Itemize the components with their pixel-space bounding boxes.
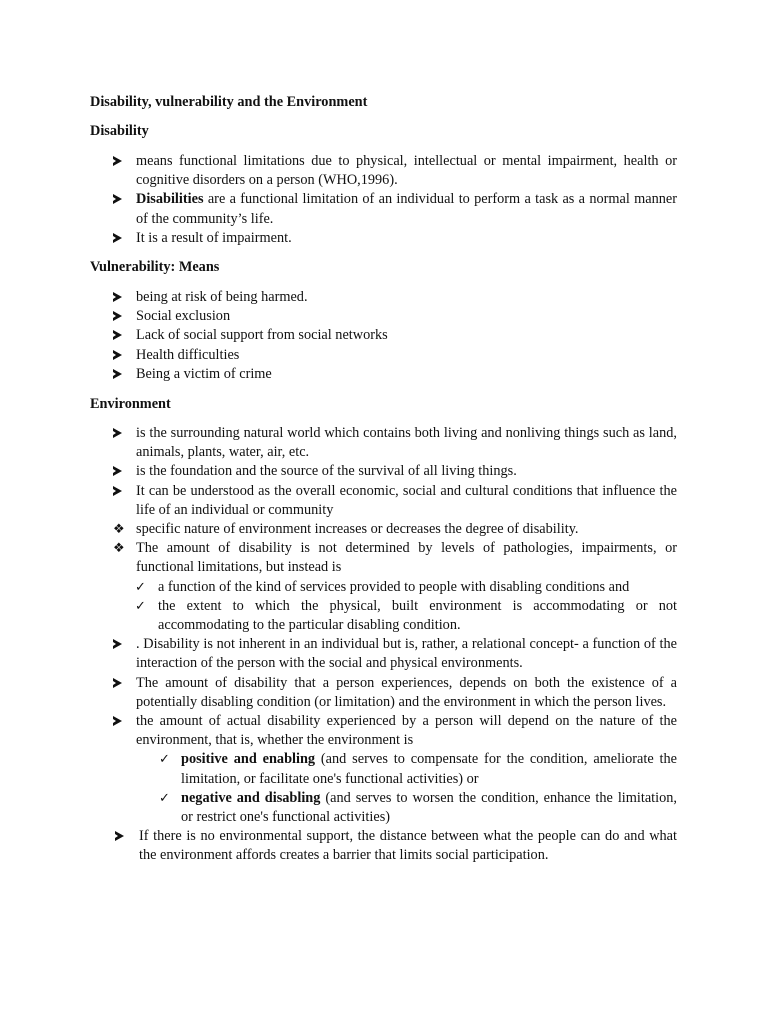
diamond-bullet-icon: ❖	[113, 541, 125, 557]
checkmark-bullet-icon: ✓	[135, 598, 146, 614]
list-item-text: Health difficulties	[136, 346, 240, 363]
list-item	[0, 424, 677, 462]
checkmark-bullet-icon: ✓	[135, 579, 146, 595]
list-item	[0, 152, 677, 190]
checkmark-bullet-icon: ✓	[159, 752, 170, 768]
list-item	[0, 750, 677, 788]
list-item-text: Lack of social support from social networks	[136, 327, 388, 344]
list-item-bold-term: positive and enabling	[181, 751, 316, 768]
arrow-bullet-icon	[113, 229, 129, 249]
disability-list	[0, 152, 768, 248]
arrow-bullet-icon	[113, 674, 129, 694]
arrow-bullet-icon	[113, 462, 129, 482]
section-heading-environment: Environment	[90, 396, 171, 412]
document-title: Disability, vulnerability and the Environment	[90, 94, 368, 110]
list-item-text: means functional limitations due to physical, intellectual or mental impairment, health or cognitive disorders on a person (WHO,1996).	[136, 153, 677, 189]
list-item-text: Social exclusion	[136, 308, 231, 325]
list-item	[0, 520, 677, 539]
arrow-bullet-icon	[113, 288, 129, 308]
list-item	[0, 229, 677, 248]
list-item-text: is the surrounding natural world which contains both living and nonliving things such as land, animals, plants, water, air, etc.	[136, 425, 677, 461]
list-item	[0, 346, 677, 365]
arrow-bullet-icon	[113, 712, 129, 732]
environment-list	[0, 424, 768, 866]
list-item	[0, 578, 677, 597]
list-item-text: It is a result of impairment.	[136, 229, 292, 246]
arrow-bullet-icon	[113, 424, 129, 444]
list-item-text: the amount of actual disability experienced by a person will depend on the nature of the environment, that is, whether the environment is	[136, 713, 677, 749]
list-item-text: If there is no environmental support, the distance between what the people can do and what the environment affords creates a barrier that limits social participation.	[139, 828, 677, 864]
list-item-text: the extent to which the physical, built environment is accommodating or not accommodating to the particular disabling condition.	[158, 597, 677, 634]
list-item	[0, 365, 677, 384]
list-item	[0, 712, 677, 750]
arrow-bullet-icon	[113, 190, 129, 210]
list-item-text: a function of the kind of services provided to people with disabling conditions and	[158, 578, 630, 595]
list-item	[0, 539, 677, 577]
list-item-text: specific nature of environment increases or decreases the degree of disability.	[136, 521, 579, 538]
vulnerability-list	[0, 288, 768, 384]
list-item-bold-term: Disabilities	[136, 191, 204, 208]
list-item	[0, 190, 677, 228]
arrow-bullet-icon	[113, 307, 129, 327]
arrow-bullet-icon	[113, 152, 129, 172]
arrow-bullet-icon	[113, 482, 129, 502]
list-item	[0, 635, 677, 673]
list-item-text: is the foundation and the source of the survival of all living things.	[136, 463, 517, 480]
list-item	[0, 307, 677, 326]
list-item-text: It can be understood as the overall economic, social and cultural conditions that influence the life of an individual or community	[136, 482, 677, 518]
arrow-bullet-icon	[113, 365, 129, 385]
list-item	[0, 597, 677, 635]
checkmark-bullet-icon: ✓	[159, 790, 170, 806]
list-item	[0, 288, 677, 307]
arrow-bullet-icon	[115, 827, 131, 847]
list-item	[0, 827, 677, 865]
list-item	[0, 674, 677, 712]
list-item-text: are a functional limitation of an individual to perform a task as a normal manner of the community’s life.	[136, 191, 677, 227]
list-item-bold-term: negative and disabling	[181, 789, 321, 806]
section-heading-disability: Disability	[90, 123, 149, 139]
arrow-bullet-icon	[113, 326, 129, 346]
list-item-text: The amount of disability is not determined by levels of pathologies, impairments, or functional limitations, but instead is	[136, 540, 677, 576]
arrow-bullet-icon	[113, 635, 129, 655]
arrow-bullet-icon	[113, 346, 129, 366]
list-item-text: (and serves to worsen the condition, enhance the limitation, or restrict one's functional activities)	[181, 789, 677, 826]
diamond-bullet-icon: ❖	[113, 522, 125, 538]
list-item-text: (and serves to compensate for the condition, ameliorate the limitation, or facilitate one's functional activities) or	[181, 751, 677, 787]
list-item-text: being at risk of being harmed.	[136, 289, 308, 305]
list-item-text: The amount of disability that a person experiences, depends on both the existence of a potentially disabling condition (or limitation) and the environment in which the person lives.	[136, 674, 677, 710]
list-item	[0, 326, 677, 345]
list-item-text: . Disability is not inherent in an individual but is, rather, a relational concept- a function of the interaction of the person with the social and physical environments.	[136, 636, 677, 672]
section-heading-vulnerability: Vulnerability: Means	[90, 259, 220, 275]
list-item	[0, 789, 677, 827]
list-item	[0, 482, 677, 520]
list-item	[0, 462, 677, 481]
list-item-text: Being a victim of crime	[136, 365, 272, 382]
